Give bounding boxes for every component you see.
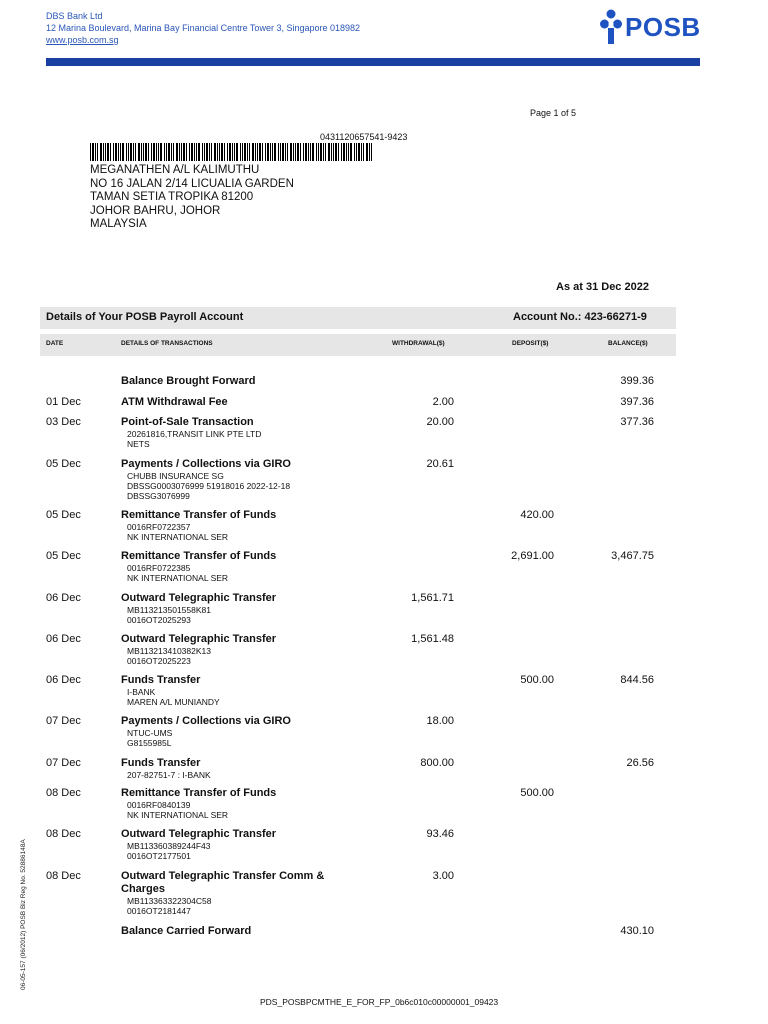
transaction-description: Balance Carried Forward bbox=[121, 925, 252, 937]
barcode-bar bbox=[209, 143, 210, 161]
barcode-bar bbox=[338, 143, 339, 161]
account-title: Details of Your POSB Payroll Account bbox=[46, 311, 244, 323]
barcode-bar bbox=[107, 143, 109, 161]
barcode-bar bbox=[285, 143, 286, 161]
transaction-description: Funds Transfer bbox=[121, 757, 201, 769]
side-note: 06-05-157 (06/2012) POSB Biz Reg No. 52886148A bbox=[20, 839, 27, 990]
transaction-details bbox=[121, 828, 351, 861]
barcode-bar bbox=[183, 143, 185, 161]
barcode-bar bbox=[153, 143, 155, 161]
barcode-bar bbox=[325, 143, 326, 161]
transaction-subline: 20261816,TRANSIT LINK PTE LTD bbox=[127, 429, 262, 439]
barcode-bar bbox=[320, 143, 322, 161]
transaction-date: 07 Dec bbox=[46, 757, 81, 769]
barcode-bar bbox=[189, 143, 190, 161]
barcode-bar bbox=[148, 143, 149, 161]
transaction-description: Payments / Collections via GIRO bbox=[121, 458, 291, 470]
transaction-date: 08 Dec bbox=[46, 828, 81, 840]
address-line: MEGANATHEN A/L KALIMUTHU bbox=[90, 164, 260, 176]
customer-address bbox=[90, 164, 294, 232]
col-details: DETAILS OF TRANSACTIONS bbox=[121, 340, 213, 347]
barcode-bar bbox=[171, 143, 172, 161]
barcode-bar bbox=[122, 143, 124, 161]
barcode-bar bbox=[92, 143, 94, 161]
transaction-subline: NK INTERNATIONAL SER bbox=[127, 573, 229, 583]
barcode-bar bbox=[141, 143, 142, 161]
barcode-bar bbox=[249, 143, 250, 161]
page-number: Page 1 of 5 bbox=[530, 108, 577, 118]
transaction-details bbox=[121, 396, 351, 409]
barcode-bar bbox=[257, 143, 258, 161]
transaction-subline: 0016OT2181447 bbox=[127, 906, 191, 916]
barcode-bar bbox=[290, 143, 292, 161]
barcode-bar bbox=[151, 143, 152, 161]
transaction-subline: DBSSG3076999 bbox=[127, 491, 190, 501]
transaction-description: Outward Telegraphic Transfer bbox=[121, 828, 277, 840]
barcode-bar bbox=[143, 143, 144, 161]
transaction-subline: 0016OT2025223 bbox=[127, 656, 191, 666]
barcode-bar bbox=[333, 143, 334, 161]
barcode-bar bbox=[297, 143, 299, 161]
address-line: NO 16 JALAN 2/14 LICUALIA GARDEN bbox=[90, 177, 294, 190]
withdrawal-amount: 1,561.71 bbox=[411, 592, 454, 604]
transaction-subline: NETS bbox=[127, 439, 150, 449]
transaction-date: 08 Dec bbox=[46, 787, 81, 799]
transaction-subline: DBSSG0003076999 51918016 2022-12-18 bbox=[127, 481, 291, 491]
barcode-bar bbox=[113, 143, 114, 161]
transaction-subline: I-BANK bbox=[127, 687, 156, 697]
barcode-bar bbox=[259, 143, 261, 161]
address-line: MALAYSIA bbox=[90, 218, 147, 231]
barcode-bar bbox=[303, 143, 304, 161]
barcode-bar bbox=[204, 143, 205, 161]
transaction-subline: 0016OT2177501 bbox=[127, 851, 191, 861]
barcode-bar bbox=[100, 143, 102, 161]
transaction-subline: G8155985L bbox=[127, 738, 172, 748]
transaction-subline: NK INTERNATIONAL SER bbox=[127, 810, 229, 820]
barcode-bar bbox=[120, 143, 121, 161]
transaction-details bbox=[121, 715, 351, 748]
balance-amount: 397.36 bbox=[620, 396, 654, 408]
transaction-description: Payments / Collections via GIRO bbox=[121, 715, 291, 727]
transaction-subline: MB113213501558K81 bbox=[127, 605, 211, 615]
barcode-bar bbox=[335, 143, 337, 161]
barcode-bar bbox=[255, 143, 256, 161]
barcode-bar bbox=[214, 143, 216, 161]
barcode-bar bbox=[240, 143, 241, 161]
barcode-bar bbox=[211, 143, 212, 161]
barcode-bar bbox=[354, 143, 355, 161]
transaction-description: Remittance Transfer of Funds bbox=[121, 787, 277, 799]
barcode-bar bbox=[194, 143, 195, 161]
transaction-details bbox=[121, 633, 351, 666]
transaction-details bbox=[121, 550, 351, 583]
barcode-bar bbox=[227, 143, 228, 161]
transaction-date: 07 Dec bbox=[46, 715, 81, 727]
barcode-bar bbox=[356, 143, 357, 161]
transaction-details bbox=[121, 787, 351, 820]
barcode-bar bbox=[234, 143, 235, 161]
balance-amount: 3,467.75 bbox=[611, 550, 654, 562]
transaction-date: 01 Dec bbox=[46, 396, 81, 408]
barcode-bar bbox=[358, 143, 360, 161]
transaction-subline: 0016RF0722357 bbox=[127, 522, 191, 532]
barcode-bar bbox=[371, 143, 372, 161]
barcode-bar bbox=[181, 143, 182, 161]
barcode-bar bbox=[145, 143, 147, 161]
posb-logo-icon bbox=[600, 9, 622, 45]
barcode-bar bbox=[130, 143, 132, 161]
transaction-date: 05 Dec bbox=[46, 509, 81, 521]
transaction-details bbox=[121, 592, 351, 625]
withdrawal-amount: 800.00 bbox=[420, 757, 454, 769]
barcode-bar bbox=[138, 143, 140, 161]
bank-address: 12 Marina Boulevard, Marina Bay Financial Centre Tower 3, Singapore 018982 bbox=[46, 23, 361, 33]
barcode-bar bbox=[168, 143, 170, 161]
barcode-bar bbox=[323, 143, 324, 161]
withdrawal-amount: 1,561.48 bbox=[411, 633, 454, 645]
barcode-bar bbox=[232, 143, 233, 161]
barcode-bar bbox=[293, 143, 294, 161]
barcode-bar bbox=[278, 143, 279, 161]
barcode-bar bbox=[282, 143, 284, 161]
barcode-bar bbox=[179, 143, 180, 161]
withdrawal-amount: 93.46 bbox=[426, 828, 454, 840]
logo-text: POSB bbox=[625, 11, 701, 42]
transaction-date: 08 Dec bbox=[46, 870, 81, 882]
barcode-bar bbox=[135, 143, 136, 161]
posb-logo bbox=[600, 9, 701, 45]
barcode-bar bbox=[270, 143, 271, 161]
barcode-bar bbox=[348, 143, 349, 161]
barcode-bar bbox=[90, 143, 91, 161]
barcode-bar bbox=[328, 143, 330, 161]
transaction-subline: 0016RF0840139 bbox=[127, 800, 191, 810]
barcode-bar bbox=[300, 143, 301, 161]
barcode-bar bbox=[369, 143, 370, 161]
withdrawal-amount: 18.00 bbox=[426, 715, 454, 727]
transaction-date: 06 Dec bbox=[46, 592, 81, 604]
barcode-bar bbox=[312, 143, 314, 161]
barcode-bar bbox=[316, 143, 317, 161]
transaction-subline: 207-82751-7 : I-BANK bbox=[127, 770, 211, 780]
barcode-bar bbox=[166, 143, 167, 161]
barcode-bar bbox=[219, 143, 220, 161]
transaction-subline: 0016OT2025293 bbox=[127, 615, 191, 625]
barcode-bar bbox=[103, 143, 104, 161]
transaction-description: Point-of-Sale Transaction bbox=[121, 416, 254, 428]
barcode-bar bbox=[244, 143, 246, 161]
deposit-amount: 2,691.00 bbox=[511, 550, 554, 562]
barcode-bar bbox=[198, 143, 200, 161]
barcode-bar bbox=[110, 143, 111, 161]
transaction-subline: NK INTERNATIONAL SER bbox=[127, 532, 229, 542]
statement-date: As at 31 Dec 2022 bbox=[556, 281, 649, 293]
barcode-bar bbox=[164, 143, 165, 161]
barcode-bar bbox=[247, 143, 248, 161]
transaction-date: 06 Dec bbox=[46, 674, 81, 686]
barcode-bar bbox=[115, 143, 117, 161]
transaction-date: 05 Dec bbox=[46, 550, 81, 562]
barcode-bar bbox=[308, 143, 309, 161]
footer-code: PDS_POSBPCMTHE_E_FOR_FP_0b6c010c00000001_09423 bbox=[260, 997, 499, 1007]
transaction-details bbox=[121, 870, 351, 916]
transaction-date: 05 Dec bbox=[46, 458, 81, 470]
barcode-bar bbox=[133, 143, 134, 161]
barcode-bar bbox=[305, 143, 307, 161]
barcode-bar bbox=[221, 143, 223, 161]
withdrawal-amount: 20.00 bbox=[426, 416, 454, 428]
column-headers bbox=[40, 334, 676, 356]
barcode-bar bbox=[310, 143, 311, 161]
balance-amount: 399.36 bbox=[620, 375, 654, 387]
col-date: DATE bbox=[46, 340, 64, 347]
barcode-bar bbox=[318, 143, 319, 161]
barcode-bar bbox=[128, 143, 129, 161]
balance-amount: 377.36 bbox=[620, 416, 654, 428]
address-line: JOHOR BAHRU, JOHOR bbox=[90, 204, 221, 217]
transaction-description: Remittance Transfer of Funds bbox=[121, 550, 277, 562]
barcode-bar bbox=[346, 143, 347, 161]
transaction-details bbox=[121, 674, 351, 707]
withdrawal-amount: 3.00 bbox=[432, 870, 454, 882]
transaction-description: Remittance Transfer of Funds bbox=[121, 509, 277, 521]
header-bar bbox=[46, 58, 700, 66]
barcode-bar bbox=[97, 143, 98, 161]
transaction-description: Balance Brought Forward bbox=[121, 375, 256, 387]
barcode-bar bbox=[191, 143, 193, 161]
barcode-bar bbox=[229, 143, 231, 161]
transaction-subline: MB113360389244F43 bbox=[127, 841, 211, 851]
transaction-subline: MAREN A/L MUNIANDY bbox=[127, 697, 220, 707]
transaction-subline: 0016RF0722385 bbox=[127, 563, 191, 573]
barcode-bar bbox=[331, 143, 332, 161]
barcode-bar bbox=[363, 143, 364, 161]
transaction-details bbox=[121, 509, 351, 542]
deposit-amount: 500.00 bbox=[520, 787, 554, 799]
balance-amount: 430.10 bbox=[620, 925, 654, 937]
transaction-description: Funds Transfer bbox=[121, 674, 201, 686]
barcode-bar bbox=[186, 143, 187, 161]
transaction-subline: MB113213410382K13 bbox=[127, 646, 211, 656]
withdrawal-amount: 2.00 bbox=[432, 396, 454, 408]
barcode-bar bbox=[196, 143, 197, 161]
transaction-subline: MB113363322304C58 bbox=[127, 896, 212, 906]
transaction-subline: NTUC-UMS bbox=[127, 728, 173, 738]
transaction-details bbox=[121, 757, 351, 780]
account-number: Account No.: 423-66271-9 bbox=[513, 311, 647, 323]
barcode-bar bbox=[280, 143, 281, 161]
barcode-bar bbox=[126, 143, 127, 161]
barcode-bar bbox=[287, 143, 288, 161]
bank-info bbox=[46, 10, 360, 46]
barcode-bar bbox=[217, 143, 218, 161]
transaction-details bbox=[121, 458, 351, 501]
transaction-description: Outward Telegraphic Transfer Comm & Charges bbox=[121, 870, 325, 895]
transaction-description: Outward Telegraphic Transfer bbox=[121, 633, 277, 645]
barcode-bar bbox=[252, 143, 254, 161]
balance-amount: 844.56 bbox=[620, 674, 654, 686]
barcode-bar bbox=[267, 143, 269, 161]
barcode-bar bbox=[262, 143, 263, 161]
transaction-date: 06 Dec bbox=[46, 633, 81, 645]
bank-name: DBS Bank Ltd bbox=[46, 11, 103, 21]
barcode-bar bbox=[265, 143, 266, 161]
barcode-bar bbox=[274, 143, 276, 161]
barcode-bar bbox=[173, 143, 174, 161]
barcode-bar bbox=[295, 143, 296, 161]
barcode-bar bbox=[361, 143, 362, 161]
col-withdrawal: WITHDRAWAL($) bbox=[392, 340, 445, 347]
col-balance: BALANCE($) bbox=[608, 340, 648, 347]
barcode-bar bbox=[242, 143, 243, 161]
account-header bbox=[40, 307, 676, 329]
barcode-bar bbox=[350, 143, 352, 161]
transaction-details bbox=[121, 925, 351, 938]
barcode-bar bbox=[176, 143, 178, 161]
balance-amount: 26.56 bbox=[626, 757, 654, 769]
barcode-bar bbox=[366, 143, 368, 161]
deposit-amount: 500.00 bbox=[520, 674, 554, 686]
barcode bbox=[90, 143, 374, 166]
barcode-bar bbox=[202, 143, 203, 161]
barcode-number: 0431120657541-9423 bbox=[320, 132, 408, 142]
barcode-bar bbox=[156, 143, 157, 161]
barcode-bar bbox=[160, 143, 162, 161]
transaction-description: Outward Telegraphic Transfer bbox=[121, 592, 277, 604]
withdrawal-amount: 20.61 bbox=[426, 458, 454, 470]
transaction-details bbox=[121, 416, 351, 449]
barcode-bar bbox=[236, 143, 238, 161]
barcode-bar bbox=[224, 143, 225, 161]
barcode-bar bbox=[158, 143, 159, 161]
barcode-bar bbox=[272, 143, 273, 161]
transaction-description: ATM Withdrawal Fee bbox=[121, 396, 228, 408]
barcode-bar bbox=[118, 143, 119, 161]
barcode-bar bbox=[206, 143, 208, 161]
barcode-bar bbox=[105, 143, 106, 161]
transaction-subline: CHUBB INSURANCE SG bbox=[127, 471, 224, 481]
barcode-bar bbox=[95, 143, 96, 161]
barcode-bar bbox=[343, 143, 345, 161]
bank-url[interactable]: www.posb.com.sg bbox=[46, 35, 119, 45]
barcode-bar bbox=[341, 143, 342, 161]
address-line: TAMAN SETIA TROPIKA 81200 bbox=[90, 191, 254, 204]
col-deposit: DEPOSIT($) bbox=[512, 340, 549, 347]
transaction-details bbox=[121, 375, 351, 388]
transaction-date: 03 Dec bbox=[46, 416, 81, 428]
deposit-amount: 420.00 bbox=[520, 509, 554, 521]
